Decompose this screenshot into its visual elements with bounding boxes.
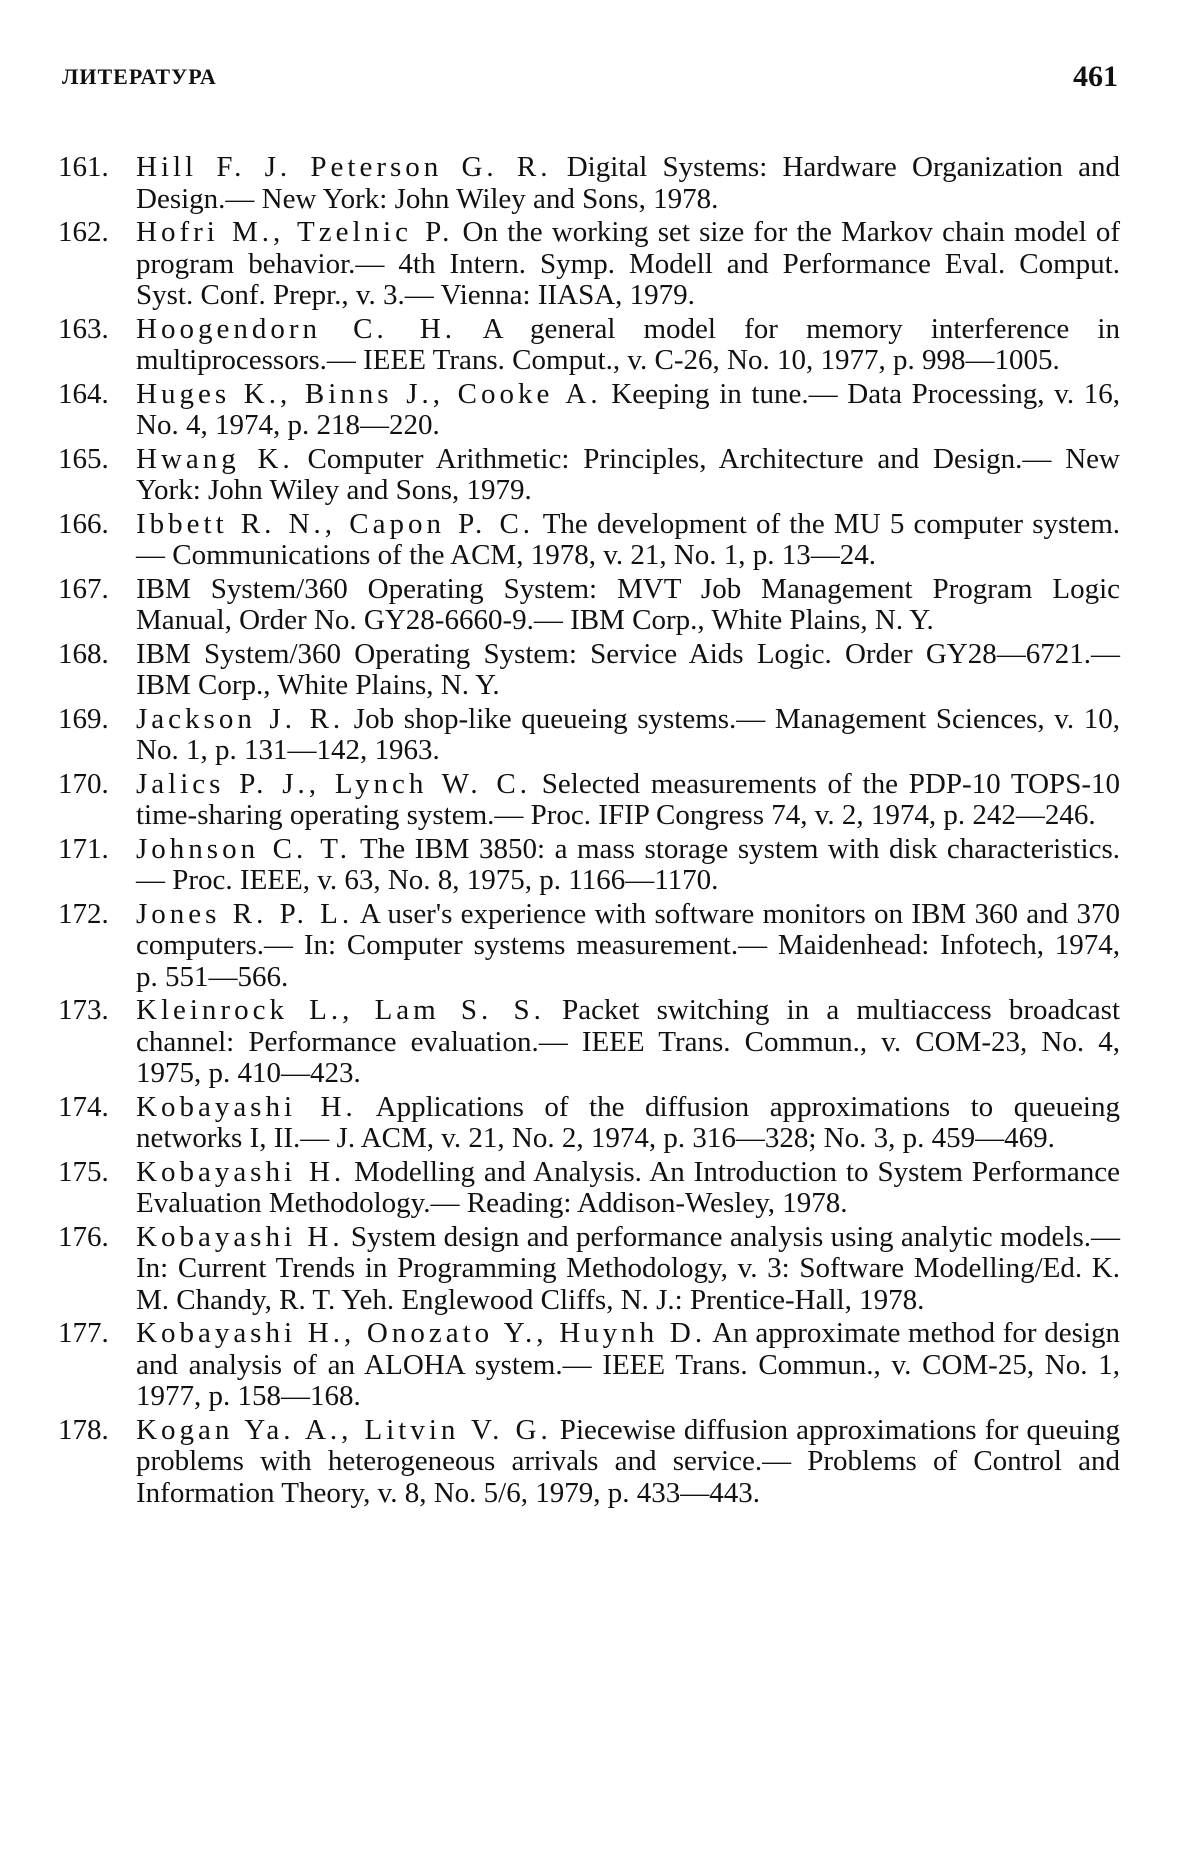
reference-text: Applications of the diffusion approximations to queueing networks I, II.— J. ACM, v. 21, No. 2, 1974, p. 316—328; No. 3, p. 459—469. bbox=[136, 1090, 1120, 1154]
reference-text: An approximate method for design and analysis of an ALOHA system.— IEEE Trans. Commun., v. COM-25, No. 1, 1977, p. 158—168. bbox=[136, 1317, 1120, 1412]
reference-item bbox=[58, 1092, 1120, 1155]
page-number: 461 bbox=[1073, 60, 1118, 93]
running-head bbox=[62, 60, 1118, 104]
reference-number: 161. bbox=[58, 151, 109, 183]
reference-author: Hofri M., Tzelnic P. bbox=[136, 216, 454, 248]
reference-number: 175. bbox=[58, 1155, 109, 1188]
reference-text: Selected measurements of the PDP-10 TOPS-10 time-sharing operating system.— Proc. IFIP Congress 74, v. 2, 1974, p. 242—246. bbox=[136, 767, 1120, 831]
reference-author: Kleinrock L., Lam S. S. bbox=[136, 994, 545, 1026]
reference-number: 163. bbox=[58, 312, 109, 345]
reference-text: Modelling and Analysis. An Introduction to System Performance Evaluation Methodology.— Reading: Addison-Wesley, 1978. bbox=[136, 1155, 1120, 1219]
running-title: ЛИТЕРАТУРА bbox=[62, 64, 217, 89]
reference-item bbox=[58, 704, 1120, 767]
reference-author: Kobayashi H. bbox=[136, 1220, 344, 1253]
reference-number: 176. bbox=[58, 1220, 109, 1253]
reference-author: Kobayashi H. bbox=[136, 1155, 346, 1188]
reference-text: IBM System/360 Operating System: Service Aids Logic. Order GY28—6721.— IBM Corp., White Plains, N. Y. bbox=[136, 637, 1120, 701]
reference-item bbox=[58, 639, 1120, 702]
reference-number: 166. bbox=[58, 507, 109, 540]
reference-item bbox=[58, 1415, 1120, 1510]
reference-item bbox=[58, 379, 1120, 442]
reference-text: Packet switching in a multiaccess broadcast channel: Performance evaluation.— IEEE Trans. Commun., v. COM-23, No. 4, 1975, p. 410—423. bbox=[136, 994, 1121, 1089]
reference-item bbox=[58, 314, 1120, 377]
reference-number: 165. bbox=[58, 442, 109, 475]
reference-text: The IBM 3850: a mass storage system with disk characteristics.— Proc. IEEE, v. 63, No. 8, 1975, p. 1166—1170. bbox=[136, 832, 1120, 896]
reference-text: The development of the MU 5 computer system.— Communications of the ACM, 1978, v. 21, No. 1, p. 13—24. bbox=[136, 507, 1120, 571]
reference-item bbox=[58, 769, 1120, 832]
reference-item bbox=[58, 1318, 1120, 1413]
reference-number: 174. bbox=[58, 1090, 109, 1123]
reference-number: 178. bbox=[58, 1413, 109, 1446]
reference-author: Jalics P. J., Lynch W. C. bbox=[136, 767, 531, 800]
reference-author: Ibbett R. N., Capon P. C. bbox=[136, 507, 535, 540]
reference-number: 172. bbox=[58, 897, 109, 930]
reference-item bbox=[58, 152, 1120, 215]
reference-text: IBM System/360 Operating System: MVT Job Management Program Logic Manual, Order No. GY28-6660-9.— IBM Corp., White Plains, N. Y. bbox=[136, 572, 1120, 636]
reference-text: A user's experience with software monitors on IBM 360 and 370 computers.— In: Computer systems measurement.— Maidenhead: Infotech, 1974, p. 551—566. bbox=[136, 897, 1121, 993]
reference-item bbox=[58, 509, 1120, 572]
reference-number: 170. bbox=[58, 767, 109, 800]
reference-text: Digital Systems: Hardware Organization and Design.— New York: John Wiley and Sons, 1978. bbox=[136, 151, 1120, 215]
reference-item bbox=[58, 834, 1120, 897]
reference-author: Kobayashi H., Onozato Y., Huynh D. bbox=[136, 1317, 707, 1349]
reference-author: Jones R. P. L. bbox=[136, 897, 354, 930]
reference-number: 173. bbox=[58, 994, 109, 1026]
reference-item bbox=[58, 995, 1120, 1090]
reference-text: A general model for memory interference in multiprocessors.— IEEE Trans. Comput., v. C-26, No. 10, 1977, p. 998—1005. bbox=[136, 312, 1120, 376]
reference-number: 177. bbox=[58, 1317, 109, 1349]
reference-item bbox=[58, 899, 1120, 994]
reference-text: Computer Arithmetic: Principles, Architecture and Design.— New York: John Wiley and Sons, 1979. bbox=[136, 442, 1120, 506]
reference-author: Johnson C. T. bbox=[136, 832, 352, 865]
reference-number: 164. bbox=[58, 377, 109, 410]
reference-text: System design and performance analysis using analytic models.— In: Current Trends in Programming Methodology, v. 3: Software Modelling/Ed. K. M. Chandy, R. T. Yeh. Englewood Cliffs, N. J.: Prentice-Hall, 1978. bbox=[136, 1220, 1120, 1316]
reference-number: 171. bbox=[58, 832, 109, 865]
reference-text: Job shop-like queueing systems.— Management Sciences, v. 10, No. 1, p. 131—142, 1963. bbox=[136, 702, 1120, 766]
reference-author: Kobayashi H. bbox=[136, 1090, 357, 1123]
reference-item bbox=[58, 574, 1120, 637]
reference-number: 168. bbox=[58, 637, 109, 670]
reference-list bbox=[58, 152, 1120, 1511]
reference-author: Huges K., Binns J., Cooke A. bbox=[136, 377, 602, 410]
reference-number: 167. bbox=[58, 572, 109, 605]
reference-author: Hoogendorn C. H. bbox=[136, 312, 457, 345]
reference-author: Jackson J. R. bbox=[136, 702, 345, 735]
reference-item bbox=[58, 217, 1120, 312]
reference-author: Hwang K. bbox=[136, 442, 294, 475]
reference-author: Kogan Ya. A., Litvin V. G. bbox=[136, 1413, 552, 1446]
reference-number: 169. bbox=[58, 702, 109, 735]
reference-text: Piecewise diffusion approximations for queuing problems with heterogeneous arrivals and service.— Problems of Control and Information Theory, v. 8, No. 5/6, 1979, p. 433—443. bbox=[136, 1413, 1120, 1509]
reference-number: 162. bbox=[58, 216, 109, 248]
reference-text: Keeping in tune.— Data Processing, v. 16, No. 4, 1974, p. 218—220. bbox=[136, 377, 1120, 441]
reference-item bbox=[58, 1222, 1120, 1317]
reference-text: On the working set size for the Markov chain model of program behavior.— 4th Intern. Symp. Modell and Performance Eval. Comput. Syst. Conf. Prepr., v. 3.— Vienna: IIASA, 1979. bbox=[136, 216, 1120, 311]
reference-author: Hill F. J. Peterson G. R. bbox=[136, 151, 552, 183]
reference-item bbox=[58, 444, 1120, 507]
reference-item bbox=[58, 1157, 1120, 1220]
